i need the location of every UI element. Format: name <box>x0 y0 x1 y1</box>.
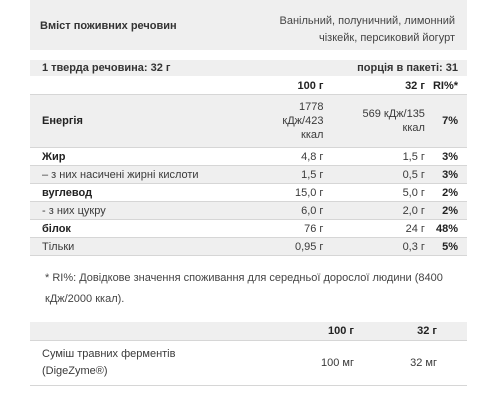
nutrient-per100: 76 г <box>304 222 324 235</box>
col-per100: 100 г <box>297 80 324 92</box>
col-ri: RI%* <box>432 80 458 92</box>
nutrition-table <box>30 78 467 256</box>
nutrient-name: - з них цукру <box>42 204 106 217</box>
nutrient-portion: 0,5 г <box>402 168 425 181</box>
table-row <box>30 148 467 166</box>
portion-line-1: 569 кДж/135 <box>362 108 425 120</box>
nutrient-per100: 6,0 г <box>301 204 324 217</box>
nutrition-header-row <box>30 78 467 95</box>
nutrient-portion: 5,0 г <box>402 186 425 199</box>
servings-per-pack: порція в пакеті: 31 <box>357 62 458 74</box>
nutrient-per100: 15,0 г <box>294 186 324 199</box>
per100-line-1: 1778 <box>298 101 324 113</box>
nutrient-ri: 3% <box>442 168 458 181</box>
serving-unit: 1 тверда речовина: 32 г <box>42 62 171 74</box>
nutrient-ri: 3% <box>442 150 458 163</box>
enzyme-name <box>30 341 273 386</box>
portion-line-2: ккал <box>402 122 425 134</box>
ri-footnote: * RI%: Довідкове значення споживання для середньої дорослої людини (8400 кДж/2000 ккал). <box>45 272 443 305</box>
nutrient-name: вуглевод <box>42 186 93 199</box>
enzyme-header-row <box>30 322 467 341</box>
per100-line-2: кДж/423 <box>282 115 324 127</box>
table-row <box>30 202 467 220</box>
enzyme-name-line-2: (DigeZyme®) <box>42 365 108 377</box>
nutrient-name: Енергія <box>42 115 83 127</box>
nutrient-ri: 7% <box>442 115 458 127</box>
flavors-line-1: Ванільний, полуничний, лимонний <box>279 15 455 27</box>
nutrient-portion: 0,3 г <box>402 240 425 253</box>
nutrient-ri: 2% <box>442 204 458 217</box>
nutrient-portion: 2,0 г <box>402 204 425 217</box>
nutrient-per100: 4,8 г <box>301 150 324 163</box>
nutrient-name: Жир <box>42 150 66 163</box>
servings-row <box>30 60 467 76</box>
table-row <box>30 220 467 238</box>
table-row <box>30 95 467 148</box>
enzyme-table <box>30 322 467 386</box>
nutrient-portion: 1,5 г <box>402 150 425 163</box>
nutrient-name: білок <box>42 222 71 235</box>
nutrient-name: – з них насичені жирні кислоти <box>42 168 199 181</box>
enzyme-col-per100: 100 г <box>328 325 354 337</box>
header-flavors <box>255 13 455 47</box>
nutrient-ri: 48% <box>435 222 458 235</box>
per100-line-3: ккал <box>301 129 324 141</box>
nutrient-per100 <box>250 95 328 148</box>
flavors-line-2: чізкейк, персиковий йогурт <box>319 32 455 44</box>
header-row <box>30 0 467 50</box>
col-portion: 32 г <box>405 80 425 92</box>
nutrient-ri: 5% <box>442 240 458 253</box>
nutrient-per100: 0,95 г <box>294 240 324 253</box>
nutrient-portion <box>327 95 432 148</box>
enzyme-portion: 32 мг <box>366 341 447 386</box>
table-row <box>30 238 467 256</box>
enzyme-name-line-1: Суміш травних ферментів <box>42 348 176 360</box>
nutrient-portion: 24 г <box>405 222 425 235</box>
table-row <box>30 166 467 184</box>
table-row <box>30 341 467 386</box>
enzyme-per100: 100 мг <box>273 341 366 386</box>
nutrient-name: Тільки <box>42 240 75 253</box>
enzyme-col-portion: 32 г <box>417 325 437 337</box>
table-row <box>30 184 467 202</box>
nutrient-ri: 2% <box>442 186 458 199</box>
header-title: Вміст поживних речовин <box>40 20 177 32</box>
nutrient-per100: 1,5 г <box>301 168 324 181</box>
